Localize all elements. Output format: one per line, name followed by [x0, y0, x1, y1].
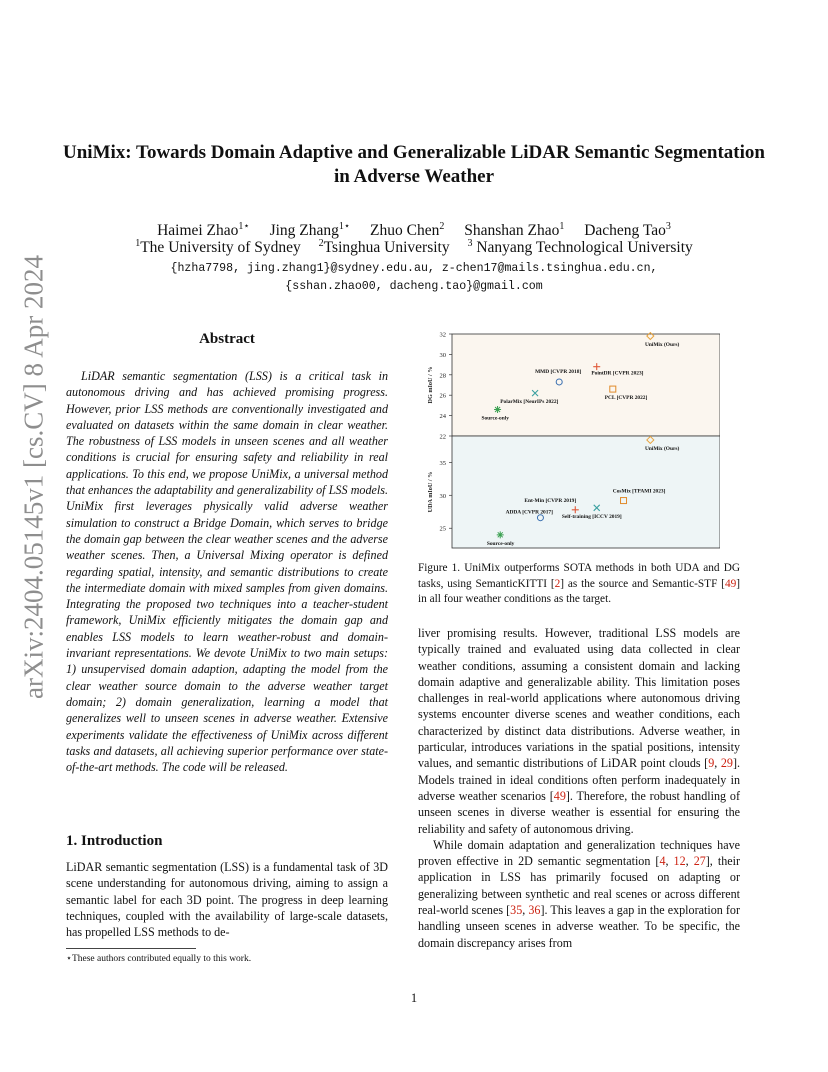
- page-number: 1: [410, 991, 418, 1005]
- paper-title: UniMix: Towards Domain Adaptive and Generalizable LiDAR Semantic Segmentation in Adverse Weather: [63, 142, 765, 187]
- citation-link[interactable]: 4: [659, 854, 666, 869]
- author: Shanshan Zhao$^1$: [464, 221, 565, 240]
- citation-link[interactable]: 9: [708, 756, 715, 771]
- citation-link[interactable]: 29: [720, 756, 733, 771]
- arxiv-stamp-text: arXiv:2404.05145v1 [cs.CV] 8 Apr 2024: [18, 255, 49, 699]
- y-tick-label: 30: [439, 351, 446, 359]
- author-emails: [60, 260, 768, 296]
- data-label: Self-training [ICCV 2019]: [561, 513, 622, 520]
- y-axis-label: DG mIoU / %: [427, 366, 434, 404]
- intro-text: LiDAR semantic segmentation (LSS) is a fundamental task of 3D scene understanding for autonomous driving, aiming to assign a semantic label for each 3D point. The progress in deep learning techniques, coupled with the availability of large-scale datasets, has propelled LSS methods to de-: [66, 860, 388, 940]
- data-label: Source-only: [481, 415, 509, 422]
- y-axis-label: UDA mIoU / %: [427, 471, 434, 513]
- data-label: UniMix (Ours): [644, 342, 680, 349]
- intro-heading: 1. Introduction: [66, 833, 163, 849]
- author: Zhuo Chen$^2$: [370, 221, 445, 240]
- abstract-heading: Abstract: [199, 331, 255, 347]
- y-tick-label: 35: [439, 459, 446, 467]
- right-column-text: [418, 625, 740, 951]
- affiliation: $^3$ Nanyang Technological University: [467, 238, 693, 257]
- y-tick-label: 30: [439, 492, 446, 500]
- data-point: [497, 531, 504, 538]
- data-label: UniMix (Ours): [644, 445, 680, 452]
- email-line: {hzha7798, jing.zhang1}@sydney.edu.au, z-chen17@mails.tsinghua.edu.cn,: [170, 262, 658, 275]
- data-label: Source-only: [486, 540, 515, 547]
- abstract-text: LiDAR semantic segmentation (LSS) is a critical task in autonomous driving and has achieved promising progress. However, prior LSS methods are conventionally investigated and evaluated on datasets within the same domain in clear weather. The robustness of LSS models in unseen scenes and all weather conditions is crucial for ensuring safety and reliability in real applications. To this end, we propose UniMix, a universal method that enhances the adaptability and generalizability of LSS models. UniMix first leverages physically valid adverse weather simulation to construct a Bridge Domain, which serves to bridge the domain gap between the clear weather scenes and the adverse weather scenes. Then, a Universal Mixing operator is defined regarding spatial, intensity, and semantic distributions to create the intermediate domain with mixed samples from given domains. Integrating the proposed two techniques into a teacher-student framework, UniMix efficiently mitigates the domain gap and enables LSS models to learn weather-robust and domain-invariant representations. We devote UniMix to two main setups: 1) unsupervised domain adaption, adapting the model from the clear weather source domain to the adverse weather target domain; 2) domain generalization, learning a model that generalizes well to unseen scenes in adverse weather. Extensive experiments validate the effectiveness of UniMix across different tasks and datasets, all achieving superior performance over state-of-the-art methods. The code will be released.: [66, 369, 388, 775]
- arxiv-stamp: [12, 255, 56, 699]
- citation-link[interactable]: 36: [528, 903, 541, 918]
- data-label: MMD [CVPR 2018]: [535, 368, 582, 375]
- y-tick-label: 28: [439, 372, 446, 380]
- footnote: ⋆These authors contributed equally to this work.: [66, 954, 252, 964]
- data-point: [494, 406, 501, 413]
- data-label: Ent-Min [CVPR 2019]: [524, 497, 577, 504]
- paragraph: While domain adaptation and generalization techniques have proven effective in 2D semantic segmentation [4, 12, 27], their application in LSS has primarily focused on adapting or generalizing between synthetic and real scenes or across different real-world scenes [35, 36]. This leaves a gap in the exploration for handling unseen scenes in adverse weather. To be specific, the domain discrepancy arises from: [418, 837, 741, 950]
- citation-link[interactable]: 49: [724, 577, 737, 590]
- footnote-rule: [66, 948, 196, 949]
- dg-panel: [427, 332, 720, 441]
- figure-1-chart: [420, 320, 720, 552]
- figure-caption: Figure 1. UniMix outperforms SOTA methods in both UDA and DG tasks, using SemanticKITTI [2] as the source and Semantic-STF [49] in all four weather conditions as the target.: [418, 562, 741, 605]
- y-tick-label: 32: [439, 331, 446, 339]
- data-label: PointDR [CVPR 2023]: [591, 370, 644, 377]
- y-tick-label: 24: [439, 413, 446, 421]
- citation-link[interactable]: 2: [554, 577, 561, 590]
- y-tick-label: 25: [439, 525, 446, 533]
- author: Jing Zhang$^{1⋆}$: [269, 221, 351, 240]
- plot-area: [452, 436, 720, 548]
- citation-link[interactable]: 27: [693, 854, 706, 869]
- affiliation-list: [60, 238, 768, 257]
- affiliation: $^1$The University of Sydney: [135, 238, 301, 257]
- author: Dacheng Tao$^3$: [584, 221, 671, 240]
- affiliation: $^2$Tsinghua University: [318, 238, 450, 257]
- data-label: ADDA [CVPR 2017]: [505, 509, 553, 516]
- paragraph: liver promising results. However, traditional LSS models are typically trained and evaluated using data collected in clear weather conditions, assuming a consistent domain and lacking domain adaptive and generalizable ability. This limitation poses challenges in real-world applications where autonomous driving systems encounter diverse scenes and weather conditions, each characterized by distinct data distributions. Adverse weather, in particular, introduces variations in the spatial positions, intensity values, and semantic distributions of LiDAR point clouds [9, 29]. Models trained in ideal conditions often perform inadequately in adverse weather scenarios [49]. Therefore, the robust handling of unseen scenes in diverse weather is essential for ensuring the reliability and safety of autonomous driving.: [418, 626, 740, 836]
- data-label: PCL [CVPR 2022]: [604, 395, 648, 402]
- author: Haimei Zhao$^{1⋆}$: [157, 221, 250, 240]
- citation-link[interactable]: 35: [510, 903, 523, 918]
- caption-label: Figure 1.: [418, 562, 461, 574]
- data-label: PolarMix [NeurIPs 2022]: [500, 399, 559, 406]
- uda-panel: [427, 433, 720, 548]
- y-tick-label: 22: [439, 433, 446, 441]
- citation-link[interactable]: 49: [553, 788, 566, 803]
- email-line: {sshan.zhao00, dacheng.tao}@gmail.com: [285, 280, 543, 293]
- data-label: CosMix [TPAMI 2023]: [612, 488, 666, 495]
- citation-link[interactable]: 12: [673, 854, 686, 869]
- y-tick-label: 26: [439, 392, 446, 400]
